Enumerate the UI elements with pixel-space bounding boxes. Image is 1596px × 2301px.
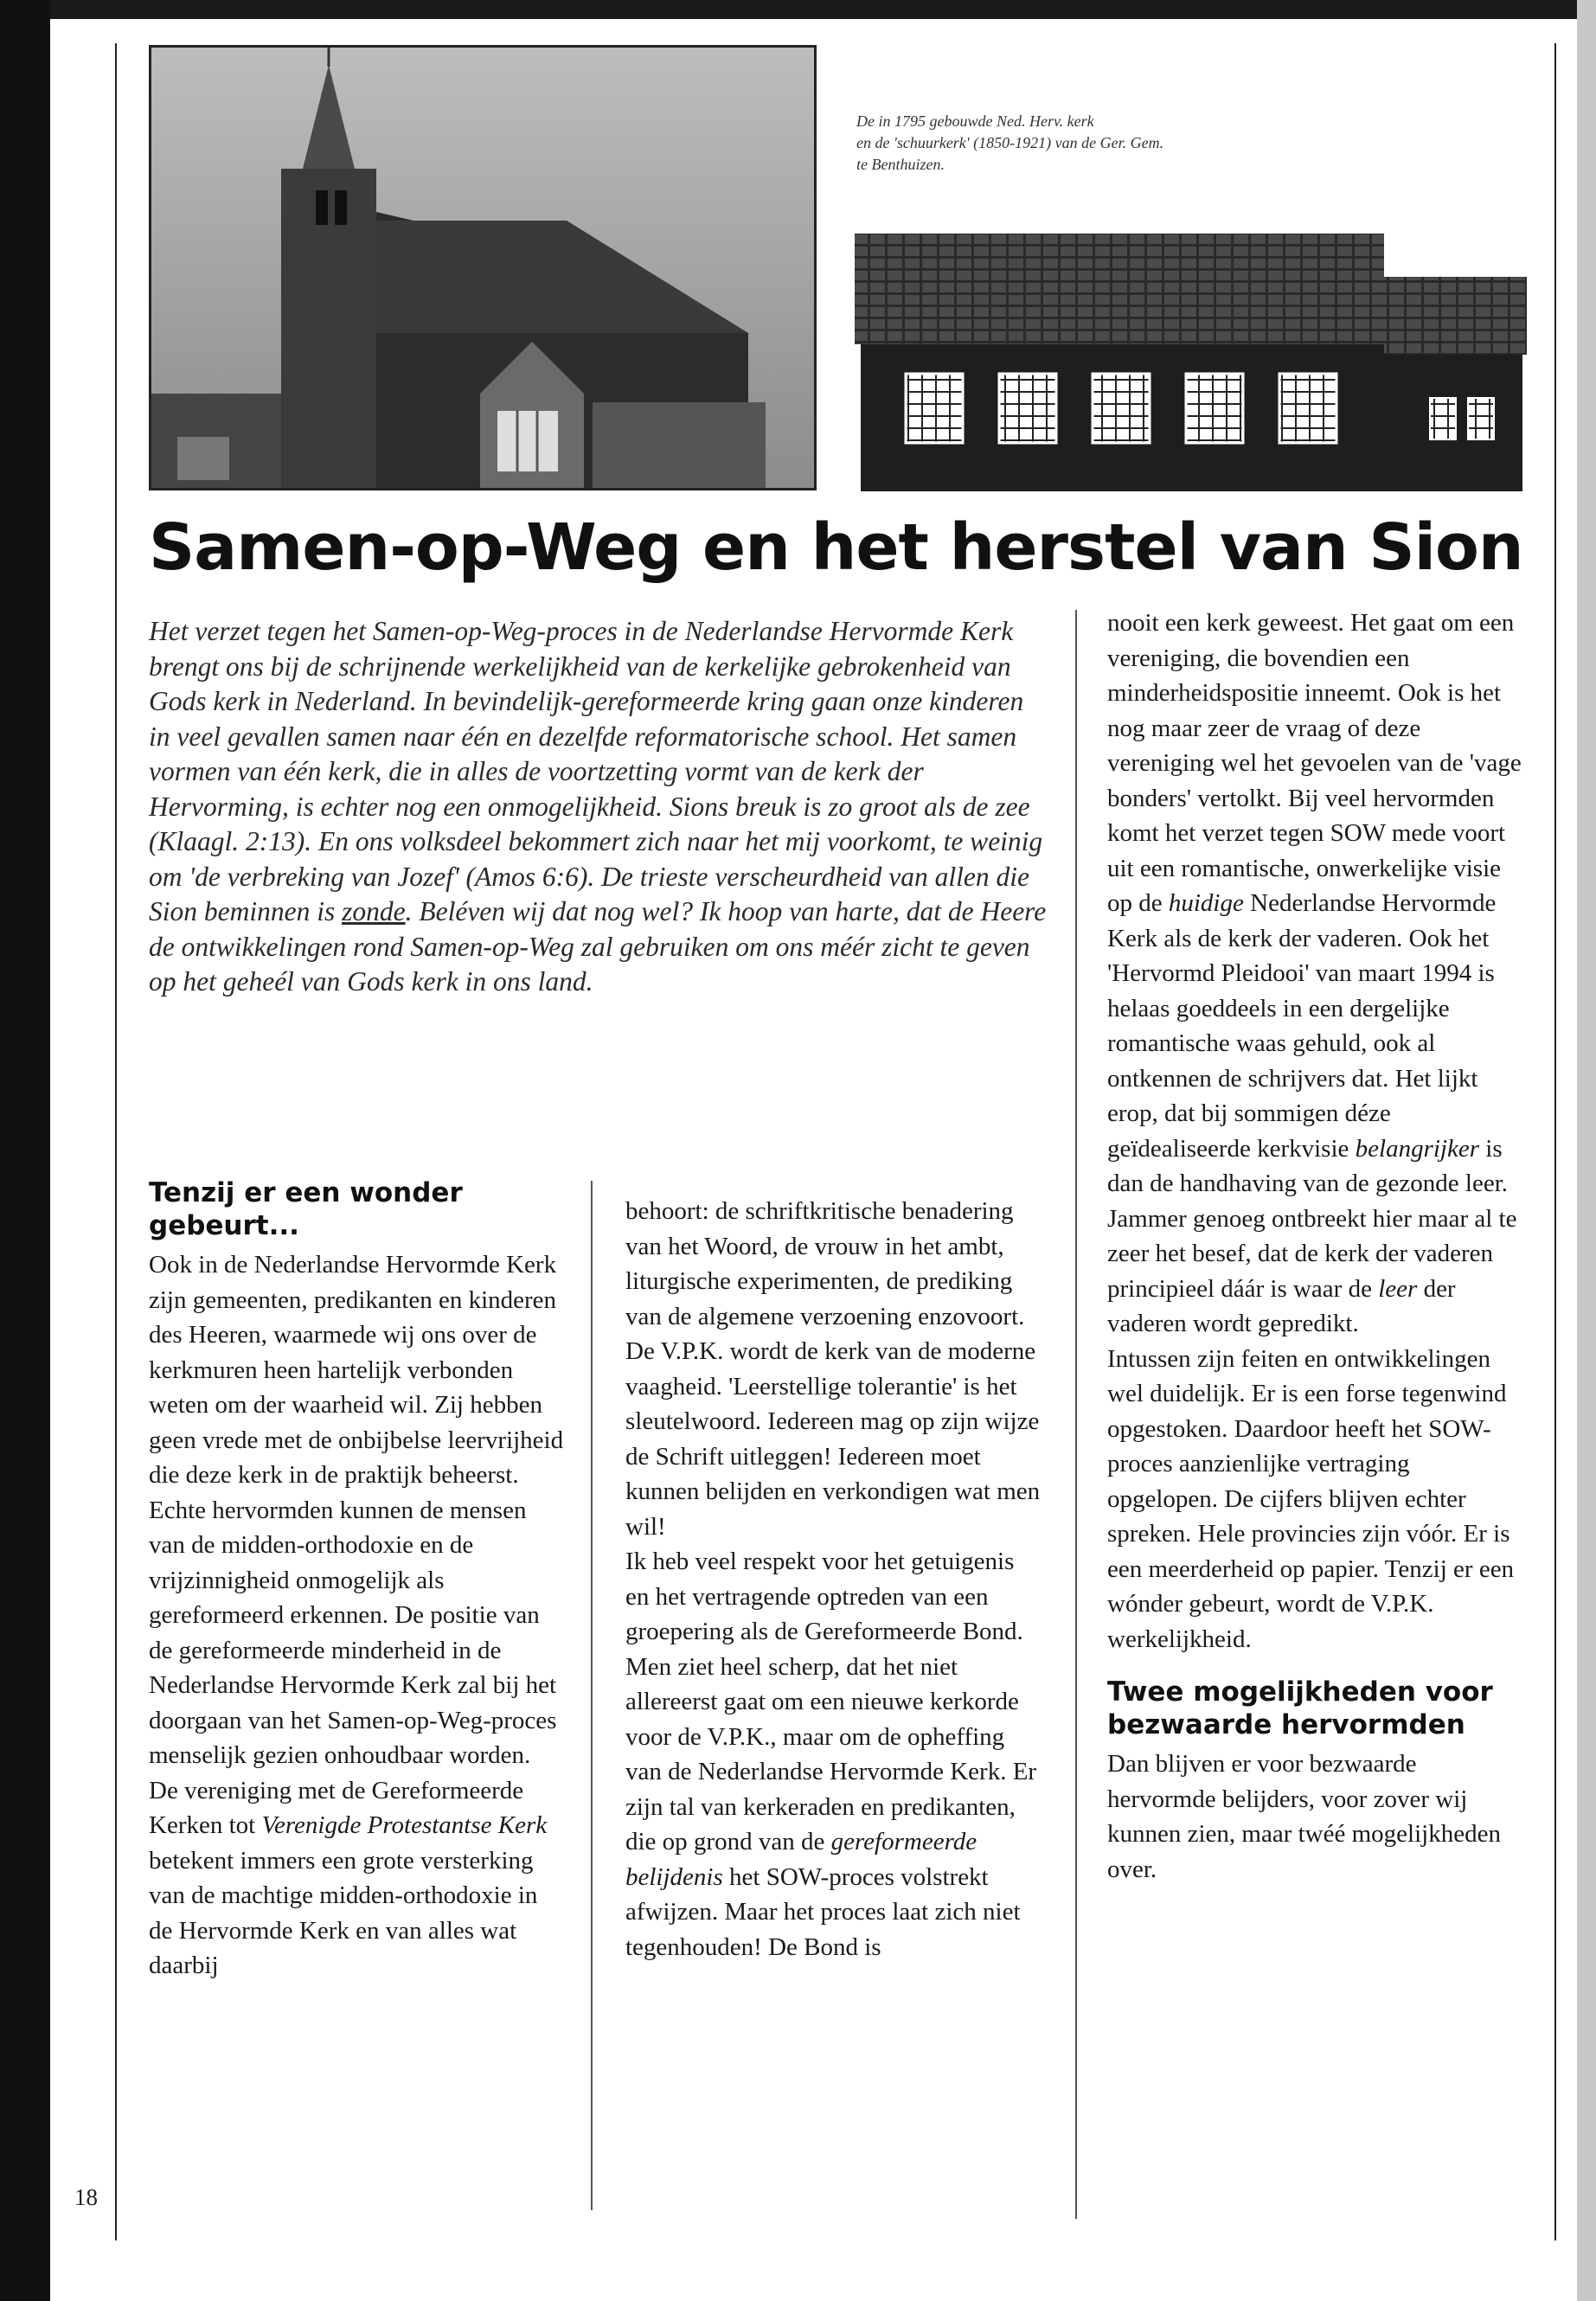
scan-edge-left (0, 0, 50, 2301)
paragraph: nooit een kerk geweest. Het gaat om een vereniging, die bovendien een minderheidspositie inneemt. Ook is het nog maar zeer de vraag of deze vereniging wel het gevoelen van de 'vage bonders' vertolkt. Bij veel hervormden komt het verzet tegen SOW mede voort uit een romantische, onwerkelijke visie op de huidige Nederlandse Hervormde Kerk als de kerk der vaderen. Ook het 'Hervormd Pleidooi' van maart 1994 is helaas goeddeels in een dergelijke romantische waas gehuld, ook al ontkennen de schrijvers dat. Het lijkt erop, dat bij sommigen déze geïdealiseerde kerkvisie belangrijker is dan de handhaving van de gezonde leer. Jammer genoeg ontbreekt hier maar al te zeer het besef, dat de kerk der vaderen principieel dáár is waar de leer der vaderen wordt gepredikt. (1107, 609, 1522, 1337)
image-caption: De in 1795 gebouwde Ned. Herv. kerk en de 'schuurkerk' (1850-1921) van de Ger. Gem. te Benthuizen. (856, 112, 1164, 173)
church-photo (149, 45, 817, 490)
column-3 (1107, 606, 1522, 1887)
paragraph: Ook in de Nederlandse Hervormde Kerk zijn gemeenten, predikanten en kinderen des Heeren, waarmede wij ons over de kerkmuren heen hartelijk verbonden weten om der waarheid wil. Zij hebben geen vrede met de onbijbelse leervrijheid die deze kerk in de praktijk beheerst. Echte hervormden kunnen de mensen van de midden-orthodoxie en de vrijzinnigheid onmogelijk als gereformeerd erkennen. De positie van de gereformeerde minderheid in de Nederlandse Hervormde Kerk zal bij het doorgaan van het Samen-op-Weg-proces menselijk gezien onhoudbaar worden. De vereniging met de Gereformeerde Kerken tot Verenigde Protestantse Kerk betekent immers een grote versterking van de machtige midden-orthodoxie in de Hervormde Kerk en van alles wat daarbij (149, 1251, 564, 1979)
section-heading: Twee mogelijkheden voor bezwaarde hervormden (1107, 1676, 1493, 1740)
paragraph: Intussen zijn feiten en ontwikkelingen wel duidelijk. Er is een forse tegenwind opgestoken. Daardoor heeft het SOW-proces aanzienlijke vertraging opgelopen. De cijfers blijven echter spreken. Hele provincies zijn vóór. Er is een meerderheid op papier. Tenzij er een wónder gebeurt, wordt de V.P.K. werkelijkheid. (1107, 1344, 1515, 1653)
article-intro: Het verzet tegen het Samen-op-Weg-proces in de Nederlandse Hervormde Kerk brengt ons bij de schrijnende werkelijkheid van de kerkelijke gebrokenheid van Gods kerk in Nederland. In bevindelijk-gereformeerde kring gaan onze kinderen in veel gevallen samen naar één en dezelfde reformatorische school. Het samen vormen van één kerk, die in alles de voortzetting vormt van de kerk der Hervorming, is echter nog een onmogelijkheid. Sions breuk is zo groot als de zee (Klaagl. 2:13). En ons volksdeel bekommert zich naar het mij voorkomt, te weinig om 'de verbreking van Jozef' (Amos 6:6). De trieste verscheurdheid van allen die Sion beminnen is zonde. Beléven wij dat nog wel? Ik hoop van harte, dat de Heere de ontwikkelingen rond Samen-op-Weg zal gebruiken om ons méér zicht te geven op het geheél van Gods kerk in ons land. (149, 616, 1047, 997)
scan-edge-right (1577, 0, 1596, 2301)
margin-rule-left (115, 43, 117, 2240)
schuurkerk-drawing (852, 234, 1531, 493)
page-number: 18 (74, 2184, 98, 2210)
paragraph: Ik heb veel respekt voor het getuigenis en het vertragende optreden van een groepering als de Gereformeerde Bond. Men ziet heel scherp, dat het niet allereerst gaat om een nieuwe kerkorde voor de V.P.K., maar om de opheffing van de Nederlandse Hervormde Kerk. Er zijn tal van kerkeraden en predikanten, die op grond van de gereformeerde belijdenis het SOW-proces volstrekt afwijzen. Maar het proces laat zich niet tegenhouden! De Bond is (625, 1548, 1037, 1961)
column-separator (591, 1181, 593, 2210)
article-title: Samen-op-Weg en het herstel van Sion (149, 510, 1523, 585)
section-heading: Tenzij er een wonder gebeurt... (149, 1177, 463, 1241)
margin-rule-right (1554, 43, 1556, 2240)
paragraph: behoort: de schriftkritische benadering van het Woord, de vrouw in het ambt, liturgische experimenten, de prediking van de algemene verzoening enzovoort. De V.P.K. wordt de kerk van de moderne vaagheid. 'Leerstellige tolerantie' is het sleutelwoord. Iedereen mag op zijn wijze de Schrift uitleggen! Iedereen moet kunnen belijden en verkondigen wat men wil! (625, 1197, 1041, 1541)
column-2 (625, 1194, 1041, 1965)
paragraph: Dan blijven er voor bezwaarde hervormde belijders, voor zover wij kunnen zien, maar twéé mogelijkheden over. (1107, 1750, 1501, 1883)
column-1 (149, 1176, 564, 1984)
column-separator (1075, 610, 1077, 2219)
scan-edge-top (0, 0, 1596, 19)
